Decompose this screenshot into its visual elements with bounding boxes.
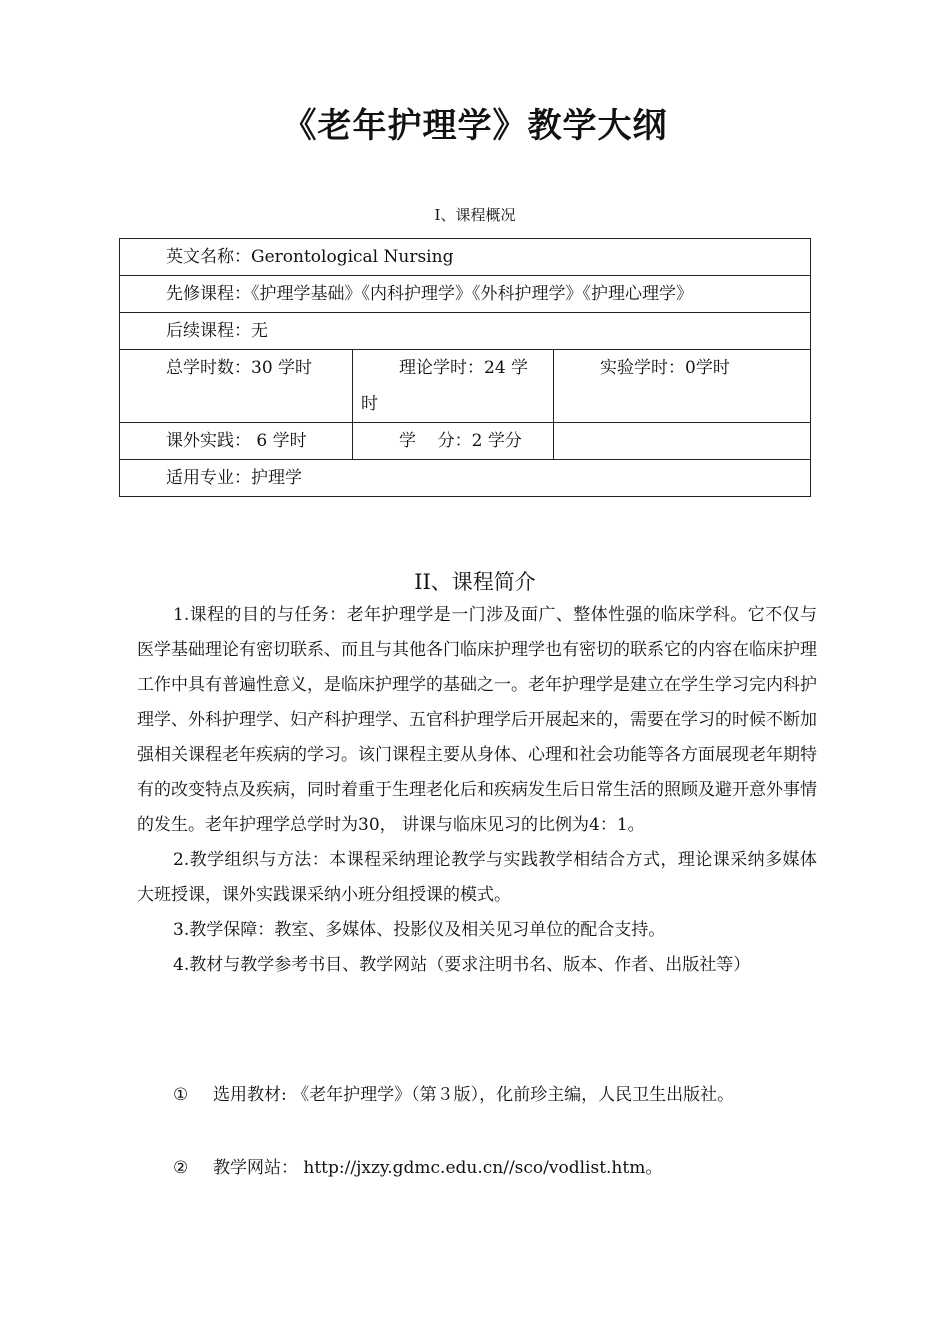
table-row — [120, 313, 811, 350]
follow-up-cell: 后续课程：无 — [120, 313, 811, 350]
prerequisites-cell: 先修课程：《护理学基础》《内科护理学》《外科护理学》《护理心理学》 — [120, 276, 811, 313]
theory-hours-cell — [353, 350, 554, 423]
paragraph-methods: 2.教学组织与方法：本课程采纳理论教学与实践教学相结合方式，理论课采纳多媒体大班授课，课外实践课采纳小班分组授课的模式。 — [137, 850, 817, 905]
table-row — [120, 460, 811, 497]
reference-number: ① — [173, 1085, 189, 1105]
lab-hours-cell: 实验学时：0学时 — [554, 350, 811, 423]
course-overview-table — [119, 238, 811, 497]
reference-text: 教学网站： http://jxzy.gdmc.edu.cn//sco/vodlist.htm。 — [213, 1158, 663, 1178]
empty-cell — [554, 423, 811, 460]
paragraph-materials: 4.教材与教学参考书目、教学网站（要求注明书名、版本、作者、出版社等） — [173, 955, 751, 975]
reference-textbook — [173, 1080, 734, 1105]
paragraph-purpose: 1.课程的目的与任务：老年护理学是一门涉及面广、整体性强的临床学科。它不仅与医学基础理论有密切联系、而且与其他各门临床护理学也有密切的联系它的内容在临床护理工作中具有普遍性意义，是临床护理学的基础之一。老年护理学是建立在学生学习完内科护理学、外科护理学、妇产科护理学、五官科护理学后开展起来的，需要在学习的时候不断加强相关课程老年疾病的学习。该门课程主要从身体、心理和社会功能等各方面展现老年期特有的改变特点及疾病，同时着重于生理老化后和疾病发生后日常生活的照顾及避开意外事情的发生。老年护理学总学时为30， 讲课与临床见习的比例为4：1。 — [137, 605, 817, 835]
credits-text: 学 分：2 学分 — [399, 431, 522, 451]
section-heading-introduction: II、课程简介 — [414, 570, 536, 594]
table-row — [120, 239, 811, 276]
section-heading-overview: I、课程概况 — [434, 206, 516, 224]
reference-website — [173, 1153, 662, 1178]
credits-cell — [353, 423, 554, 460]
major-cell: 适用专业：护理学 — [120, 460, 811, 497]
document-title: 《老年护理学》教学大纲 — [282, 106, 668, 146]
table-row — [120, 423, 811, 460]
introduction-body — [137, 598, 817, 983]
reference-number: ② — [173, 1158, 189, 1178]
reference-text: 选用教材: 《老年护理学》（第３版），化前珍主编，人民卫生出版社。 — [213, 1085, 735, 1105]
paragraph-support: 3.教学保障：教室、多媒体、投影仪及相关见习单位的配合支持。 — [173, 920, 666, 940]
table-row — [120, 276, 811, 313]
practice-cell: 课外实践： 6 学时 — [120, 423, 353, 460]
english-name-cell: 英文名称：Gerontological Nursing — [120, 239, 811, 276]
theory-hours-text: 理论学时：24 学时 — [361, 358, 529, 414]
total-hours-cell: 总学时数：30 学时 — [120, 350, 353, 423]
table-row — [120, 350, 811, 423]
